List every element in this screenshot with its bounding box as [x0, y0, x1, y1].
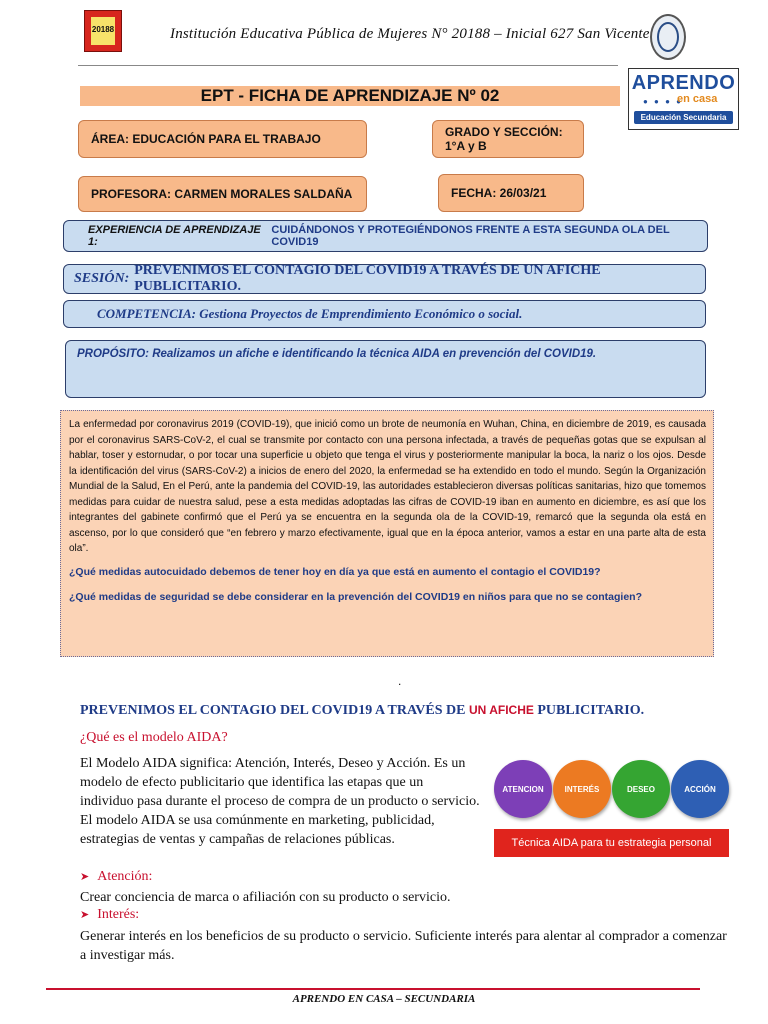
aida-circle-attention: ATENCION	[494, 760, 552, 818]
arrow-bullet-icon: ➤	[80, 871, 90, 883]
bullet-attention	[80, 869, 152, 885]
school-crest-number: 20188	[91, 25, 115, 34]
aprendo-en-casa-logo	[628, 68, 739, 130]
learning-experience-box	[63, 220, 708, 252]
section-title-part-a: PREVENIMOS EL CONTAGIO DEL COVID19 A TRAVÉS DE	[80, 703, 469, 718]
aprendo-logo-dots: ● ● ● ●	[643, 97, 683, 106]
experience-value: CUIDÁNDONOS Y PROTEGIÉNDONOS FRENTE A ESTA SEGUNDA OLA DEL COVID19	[271, 224, 670, 248]
session-value: PREVENIMOS EL CONTAGIO DEL COVID19 A TRAVÉS DE UN AFICHE PUBLICITARIO.	[134, 263, 601, 294]
aprendo-logo-subtext: en casa	[677, 93, 718, 105]
institution-name: Institución Educativa Pública de Mujeres N° 20188 – Inicial 627 San Vicente	[170, 26, 650, 42]
grade-section-box: GRADO Y SECCIÓN: 1°A y B	[432, 120, 584, 158]
session-box	[63, 264, 706, 294]
school-crest-logo	[84, 10, 122, 52]
session-label: SESIÓN:	[74, 271, 130, 286]
date-box: FECHA: 26/03/21	[438, 174, 584, 212]
aprendo-logo-text: APRENDO	[631, 72, 736, 94]
reading-question-1: ¿Qué medidas autocuidado debemos de tener hoy en día ya que está en aumento el contagio el COVID19?	[69, 565, 601, 578]
footer-divider	[46, 988, 700, 990]
reading-paragraph: La enfermedad por coronavirus 2019 (COVID-19), que inició como un brote de neumonía en Wuhan, China, en diciembre de 2019, es causada por el coronavirus SARS-CoV-2, el cual se transmite por contacto con una persona infectada, a través de pequeñas gotas que se expulsan al hablar, toser y estornudar, o por tocar una superficie u objeto que tenga el virus y posteriormente manipular la boca, la nariz o los ojos. Desde la identificación del virus (SARS-CoV-2) a inicios de enero del 2020, la enfermedad se ha extendido en todo el mundo. Según la Organización Mundial de la Salud, En el Perú, ante la pandemia del COVID-19, las autoridades establecieron diversas políticas sanitarias, hizo que tomemos medidas para cuidar de nuestra salud, pese a esta medidas adoptadas las cifras de COVID-19 iban en aumento en diciembre, es así que los integrantes del gabinete confirmó que el Perú ya se encuentra en la segunda ola de la COVID-19, remarcó que la segunda ola está en ascenso, por lo que consideró que “en febrero y marzo efectivamente, igual que en la época anterior, vamos a estar en una parte alta de esta ola”.	[69, 419, 706, 554]
experience-label: EXPERIENCIA DE APRENDIZAJE 1:	[88, 224, 261, 248]
bullet-text: Crear conciencia de marca o afiliación con su producto o servicio.	[80, 890, 451, 905]
aida-circle-interest: INTERÉS	[553, 760, 611, 818]
institution-seal-logo	[650, 14, 686, 60]
section-title	[80, 703, 644, 719]
aida-diagram	[490, 758, 730, 862]
header-divider	[78, 65, 618, 66]
aprendo-logo-band: Educación Secundaria	[634, 111, 733, 124]
reading-passage-box	[60, 410, 714, 657]
aida-circle-action: ACCIÓN	[671, 760, 729, 818]
area-box: ÁREA: EDUCACIÓN PARA EL TRABAJO	[78, 120, 367, 158]
section-title-part-b: PUBLICITARIO.	[533, 703, 645, 718]
bullet-label: Interés:	[97, 907, 140, 922]
separator-dot: .	[398, 674, 402, 688]
purpose-box: PROPÓSITO: Realizamos un afiche e identificando la técnica AIDA en prevención del COVID19.	[65, 340, 706, 398]
reading-question-2: ¿Qué medidas de seguridad se debe considerar en la prevención del COVID19 en niños para que no se contagien?	[69, 591, 642, 603]
aida-description: El Modelo AIDA significa: Atención, Interés, Deseo y Acción. Es un modelo de efecto publicitario que identifica las etapas que un individuo pasa durante el proceso de compra de un producto o servicio. El modelo AIDA se usa comúnmente en marketing, publicidad, estrategias de ventas y campañas de relaciones públicas.	[80, 756, 480, 847]
aida-circle-desire: DESEO	[612, 760, 670, 818]
aida-question: ¿Qué es el modelo AIDA?	[80, 730, 228, 745]
bullet-text: Generar interés en los beneficios de su producto o servicio. Suficiente interés para alentar al comprador a comenzar a investigar más.	[80, 929, 727, 963]
competency-box: COMPETENCIA: Gestiona Proyectos de Emprendimiento Económico o social.	[63, 300, 706, 328]
worksheet-title: EPT - FICHA DE APRENDIZAJE Nº 02	[80, 86, 620, 106]
section-title-highlight: UN AFICHE	[468, 703, 534, 717]
bullet-interest	[80, 907, 139, 923]
page-footer: APRENDO EN CASA – SECUNDARIA	[292, 993, 476, 1005]
teacher-box: PROFESORA: CARMEN MORALES SALDAÑA	[78, 176, 367, 212]
bullet-label: Atención:	[97, 869, 153, 884]
aida-caption: Técnica AIDA para tu estrategia personal	[494, 829, 729, 857]
arrow-bullet-icon: ➤	[80, 909, 90, 921]
